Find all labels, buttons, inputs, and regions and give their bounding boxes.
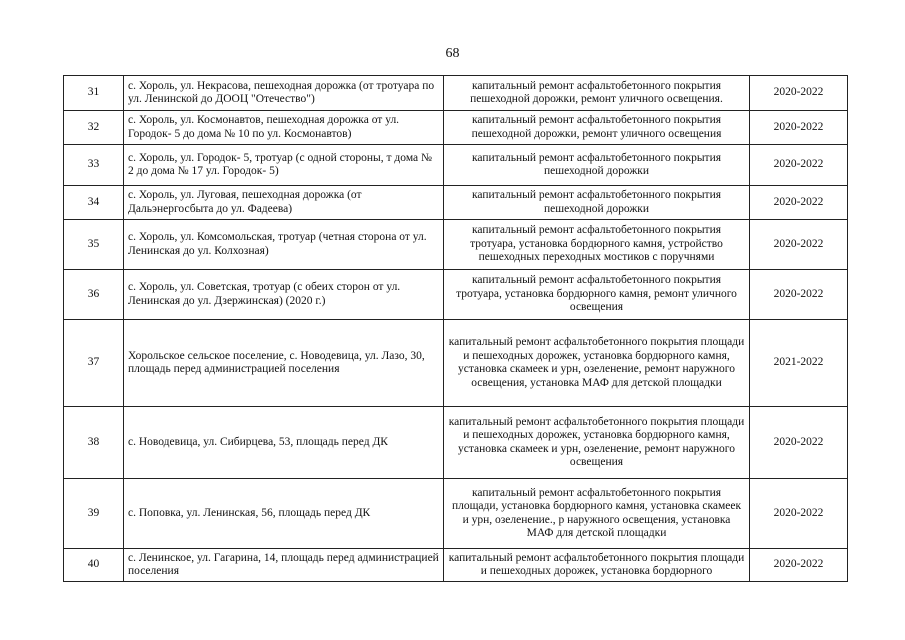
work-description: капитальный ремонт асфальтобетонного покрытия пешеходной дорожки [444,186,750,220]
work-description: капитальный ремонт асфальтобетонного покрытия пешеходной дорожки, ремонт уличного освещения [444,111,750,145]
table-row [64,220,848,270]
work-period: 2021-2022 [750,320,848,407]
row-number: 37 [64,320,124,407]
table-row [64,76,848,111]
work-period: 2020-2022 [750,145,848,186]
object-table [63,75,848,582]
row-number: 34 [64,186,124,220]
object-address: с. Хороль, ул. Советская, тротуар (с обеих сторон от ул. Ленинская до ул. Дзержинская) (2020 г.) [124,270,444,320]
work-description: капитальный ремонт асфальтобетонного покрытия площади, установка бордюрного камня, установка скамеек и урн, озеленение., р наружного освещения, установка МАФ для детской площадки [444,479,750,549]
work-period: 2020-2022 [750,270,848,320]
work-description: капитальный ремонт асфальтобетонного покрытия площади и пешеходных дорожек, установка бордюрного камня, установка скамеек и урн, озеленение, ремонт наружного освещения [444,407,750,479]
work-period: 2020-2022 [750,549,848,582]
table-row [64,145,848,186]
work-description: капитальный ремонт асфальтобетонного покрытия пешеходной дорожки [444,145,750,186]
work-description: капитальный ремонт асфальтобетонного покрытия площади и пешеходных дорожек, установка бордюрного [444,549,750,582]
object-address: с. Хороль, ул. Городок- 5, тротуар (с одной стороны, т дома № 2 до дома № 17 ул. Городок- 5) [124,145,444,186]
work-period: 2020-2022 [750,111,848,145]
work-description: капитальный ремонт асфальтобетонного покрытия пешеходной дорожки, ремонт уличного освещения. [444,76,750,111]
row-number: 35 [64,220,124,270]
work-description: капитальный ремонт асфальтобетонного покрытия тротуара, установка бордюрного камня, устройство пешеходных переходных мостиков с поручнями [444,220,750,270]
row-number: 33 [64,145,124,186]
table-row [64,479,848,549]
work-period: 2020-2022 [750,220,848,270]
work-period: 2020-2022 [750,186,848,220]
work-period: 2020-2022 [750,479,848,549]
row-number: 38 [64,407,124,479]
row-number: 39 [64,479,124,549]
work-description: капитальный ремонт асфальтобетонного покрытия тротуара, установка бордюрного камня, ремонт уличного освещения [444,270,750,320]
page-number: 68 [445,46,460,61]
object-address: с. Хороль, ул. Комсомольская, тротуар (четная сторона от ул. Ленинская до ул. Колхозная) [124,220,444,270]
table-row [64,111,848,145]
object-address: с. Ленинское, ул. Гагарина, 14, площадь перед администрацией поселения [124,549,444,582]
work-description: капитальный ремонт асфальтобетонного покрытия площади и пешеходных дорожек, установка бордюрного камня, установка скамеек и урн, озеленение, ремонт наружного освещения, установка МАФ для детской площадки [444,320,750,407]
table-row [64,407,848,479]
table-row [64,549,848,582]
row-number: 36 [64,270,124,320]
work-period: 2020-2022 [750,407,848,479]
table-row [64,320,848,407]
table-row [64,186,848,220]
object-address: Хорольское сельское поселение, с. Новодевица, ул. Лазо, 30, площадь перед администрацией поселения [124,320,444,407]
object-address: с. Поповка, ул. Ленинская, 56, площадь перед ДК [124,479,444,549]
object-address: с. Хороль, ул. Луговая, пешеходная дорожка (от Дальэнергосбыта до ул. Фадеева) [124,186,444,220]
object-address: с. Хороль, ул. Космонавтов, пешеходная дорожка от ул. Городок- 5 до дома № 10 по ул. Космонавтов) [124,111,444,145]
work-period: 2020-2022 [750,76,848,111]
row-number: 32 [64,111,124,145]
row-number: 40 [64,549,124,582]
object-address: с. Хороль, ул. Некрасова, пешеходная дорожка (от тротуара по ул. Ленинской до ДООЦ "Отечество") [124,76,444,111]
row-number: 31 [64,76,124,111]
object-address: с. Новодевица, ул. Сибирцева, 53, площадь перед ДК [124,407,444,479]
table-row [64,270,848,320]
